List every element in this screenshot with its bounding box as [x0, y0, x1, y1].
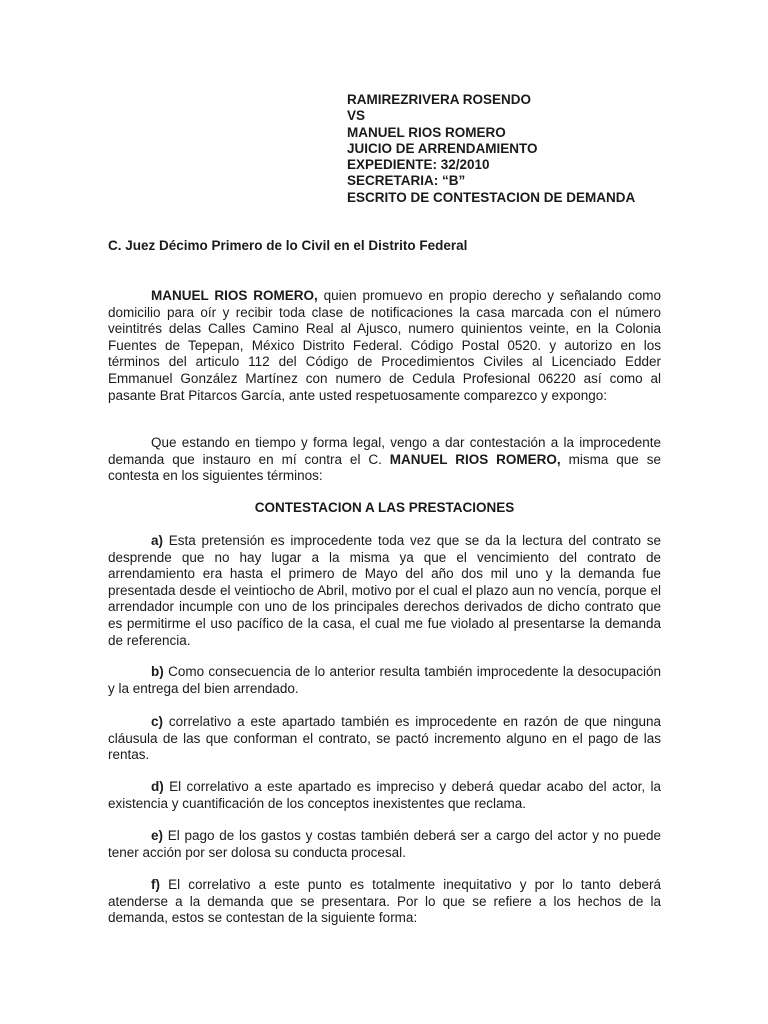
- caption-versus: VS: [347, 108, 366, 124]
- second-text-before: Que estando en tiempo y forma legal, vengo a dar contestación a la improcedente demanda que instauro en mí contra el C.: [108, 435, 661, 467]
- caption-secretariat: SECRETARIA: “B”: [347, 173, 466, 189]
- item-letter-a: a): [151, 533, 164, 548]
- item-paragraph-a: [108, 533, 661, 649]
- item-text-a: Esta pretensión es improcedente toda vez que se da la lectura del contrato se desprende que no hay lugar a la misma ya que el vencimiento del contrato de arrendamiento era hasta el primero de Mayo del año dos mil uno y la demanda fue presentada desde el veintiocho de Abril, motivo por el cual el plazo aun no vencía, porque el arrendador incumple con uno de los principales derechos derivados de dicho contrato que es permitirme el uso pacífico de la casa, el cual me fue violado al presentarse la demanda de referencia.: [108, 533, 661, 648]
- second-paragraph: [108, 435, 661, 485]
- item-letter-b: b): [151, 664, 164, 679]
- case-caption: [347, 92, 707, 206]
- section-heading: CONTESTACION A LAS PRESTACIONES: [254, 500, 515, 515]
- second-text-after: misma que se contesta en los siguientes términos:: [108, 451, 661, 484]
- item-paragraph-f: [108, 877, 661, 927]
- caption-defendant: MANUEL RIOS ROMERO: [347, 124, 506, 140]
- item-letter-c: c): [151, 714, 164, 729]
- item-paragraph-b: [108, 664, 661, 697]
- item-letter-f: f): [151, 877, 160, 892]
- item-text-e: El pago de los gastos y costas también deberá ser a cargo del actor y no puede tener acción por ser dolosa su conducta procesal.: [108, 828, 661, 860]
- item-text-d: El correlativo a este apartado es impreciso y deberá quedar acabo del actor, la existencia y cuantificación de los conceptos inexistentes que reclama.: [108, 779, 661, 811]
- item-letter-d: d): [151, 779, 164, 794]
- addressee-line: C. Juez Décimo Primero de lo Civil en el Distrito Federal: [108, 238, 468, 253]
- intro-text: quien promuevo en propio derecho y señalando como domicilio para oír y recibir toda clase de notificaciones la casa marcada con el número veintitrés delas Calles Camino Real al Ajusco, numero quinientos veinte, en la Colonia Fuentes de Tepepan, México Distrito Federal. Código Postal 0520. y autorizo en los términos del articulo 112 del Código de Procedimientos Civiles al Licenciado Edder Emmanuel González Martínez con numero de Cedula Profesional 06220 así como al pasante Brat Pitarcos García, ante usted respetuosamente comparezco y expongo:: [108, 288, 661, 403]
- intro-name: MANUEL RIOS ROMERO,: [151, 288, 318, 303]
- caption-document-type: ESCRITO DE CONTESTACION DE DEMANDA: [347, 189, 636, 205]
- item-letter-e: e): [151, 828, 164, 843]
- item-text-c: correlativo a este apartado también es improcedente en razón de que ninguna cláusula de las que conforman el contrato, se pactó incremento alguno en el pago de las rentas.: [108, 714, 661, 763]
- caption-plaintiff: RAMIREZRIVERA ROSENDO: [347, 92, 532, 107]
- second-name: MANUEL RIOS ROMERO,: [389, 451, 561, 467]
- item-text-f: El correlativo a este punto es totalmente inequitativo y por lo tanto deberá atenderse a la demanda que se presentara. Por lo que se refiere a los hechos de la demanda, estos se contestan de la siguiente forma:: [108, 877, 661, 926]
- item-paragraph-d: [108, 779, 661, 812]
- caption-trial-type: JUICIO DE ARRENDAMIENTO: [347, 140, 538, 156]
- item-paragraph-c: [108, 714, 661, 764]
- caption-file-number: EXPEDIENTE: 32/2010: [347, 157, 490, 173]
- item-text-b: Como consecuencia de lo anterior resulta también improcedente la desocupación y la entrega del bien arrendado.: [108, 664, 661, 696]
- item-paragraph-e: [108, 828, 661, 861]
- intro-paragraph: [108, 288, 661, 404]
